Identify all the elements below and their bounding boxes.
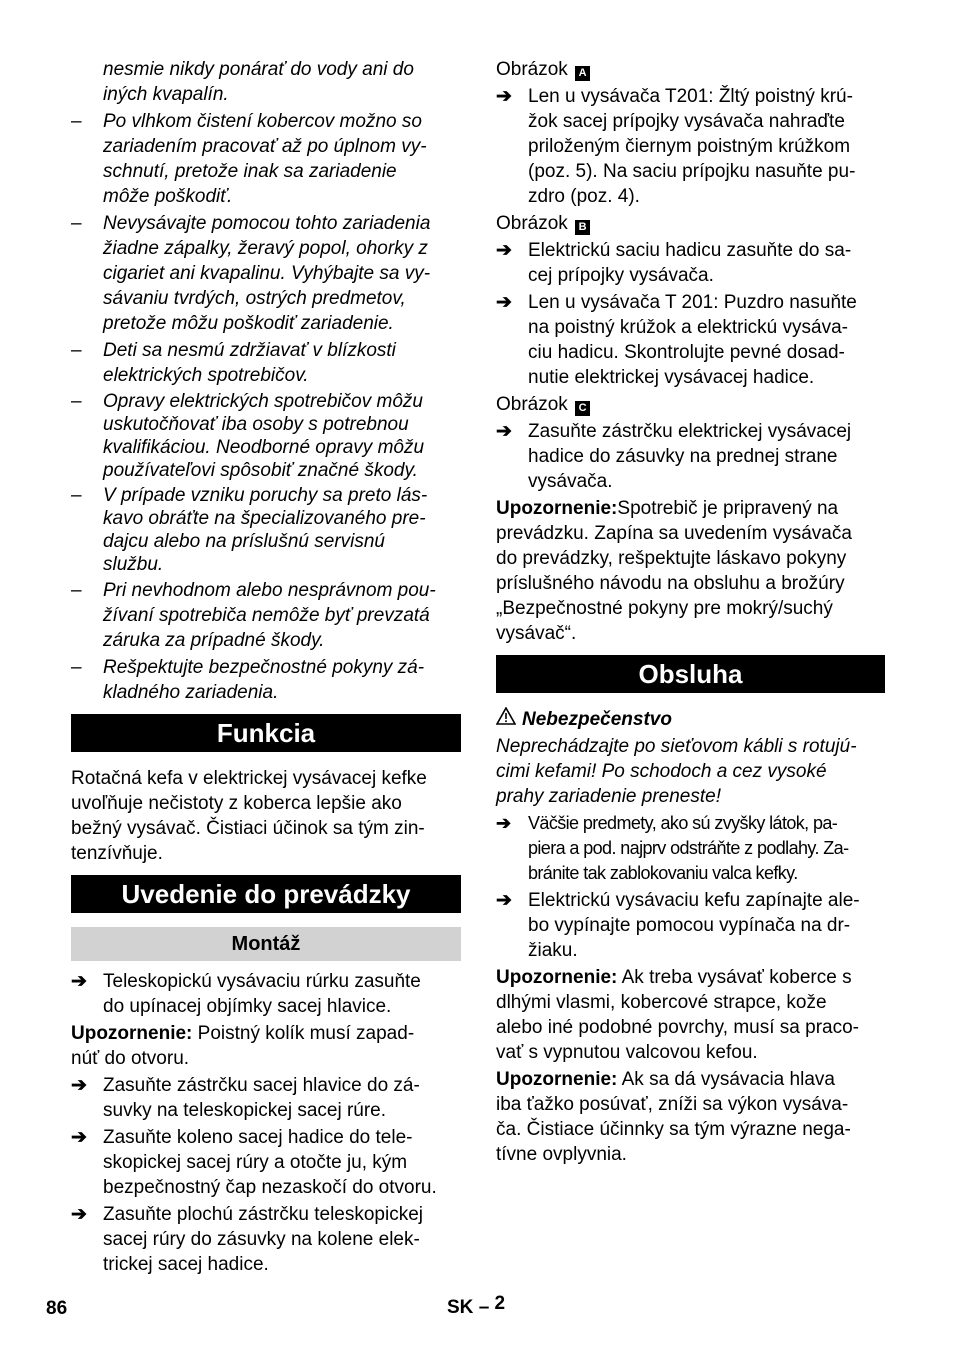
arrow-icon: ➔ <box>71 1075 87 1096</box>
arrow-icon: ➔ <box>71 971 87 992</box>
warning-triangle-icon <box>496 707 516 732</box>
text-line: nesmie nikdy ponárať do vody ani do <box>103 59 414 80</box>
dash-bullet: – <box>71 580 82 601</box>
arrow-icon: ➔ <box>71 1204 87 1225</box>
danger-text: Neprechádzajte po sieťovom kábli s rotujú- cimi kefami! Po schodoch a cez vysoké prahy zariadenie preneste! <box>496 736 857 807</box>
arrow-icon: ➔ <box>496 292 512 313</box>
figure-b-step-2: ➔ Len u vysávača T 201: Puzdro nasuňte na poistný krúžok a elektrickú vysáva- ciu hadicu. Skontrolujte pevné dosad- nutie elektrickej vysávacej hadice. <box>496 292 857 388</box>
dash-bullet: – <box>71 485 82 506</box>
dash-bullet: – <box>71 657 82 678</box>
suction-note: Upozornenie: Ak sa dá vysávacia hlava iba ťažko posúvať, zníži sa výkon vysáva- ča. Čistiace účinnky sa tým výrazne nega- tívne ovplyvnia. <box>496 1069 851 1165</box>
section-heading-uvedenie: Uvedenie do prevádzky <box>71 875 461 913</box>
safety-item-no-matches: – Nevysávajte pomocou tohto zariadenia žiadne zápalky, žeravý popol, ohorky z cigariet ani kvapalinu. Vyhýbajte sa vy- sávaniu tvrdých, ostrých predmetov, pretože môžu poškodiť zariadenie. <box>71 213 431 334</box>
danger-heading: Nebezpečenstvo <box>496 707 885 732</box>
dash-bullet: – <box>71 391 82 412</box>
figure-c-label: Obrázok C <box>496 392 885 417</box>
text-line: iných kvapalín. <box>103 84 229 105</box>
montaz-step-1: ➔ Teleskopickú vysávaciu rúrku zasuňte do upínacej objímky sacej hlavice. <box>71 971 421 1017</box>
figure-b-label: Obrázok B <box>496 211 885 236</box>
operation-step-2: ➔ Elektrickú vysávaciu kefu zapínajte ale- bo vypínajte pomocou vypínača na dr- žiaku. <box>496 890 860 961</box>
arrow-icon: ➔ <box>496 813 511 833</box>
montaz-step-4: ➔ Zasuňte plochú zástrčku teleskopickej sacej rúry do zásuvky na kolene elek- trickej sacej hadice. <box>71 1204 423 1275</box>
safety-item-wet-cleaning: – Po vlhkom čistení kobercov možno so zariadením pracovať až po úplnom vy- schnutí, pretože inak sa zariadenie môže poškodiť. <box>71 111 427 207</box>
montaz-step-2: ➔ Zasuňte zástrčku sacej hlavice do zá- suvky na teleskopickej sacej rúre. <box>71 1075 420 1121</box>
subheading-montaz: Montáž <box>71 927 461 961</box>
intro-continuation <box>71 57 461 107</box>
safety-item-base-device: – Rešpektujte bezpečnostné pokyny zá- kladného zariadenia. <box>71 657 425 703</box>
safety-item-children: – Deti sa nesmú zdržiavať v blízkosti elektrických spotrebičov. <box>71 340 396 386</box>
section-heading-funkcia: Funkcia <box>71 714 461 752</box>
funkcia-paragraph: Rotačná kefa v elektrickej vysávacej kefke uvoľňuje nečistoty z koberca lepšie ako bežný vysávač. Čistiaci účinok sa tým zin- tenzívňuje. <box>71 768 427 864</box>
arrow-icon: ➔ <box>496 240 512 261</box>
figure-a-step: ➔ Len u vysávača T201: Žltý poistný krú- žok sacej prípojky vysávača nahraďte priloženým čiernym poistným krúžkom (poz. 5). Na saciu prípojku nasuňte pu- zdro (poz. 4). <box>496 86 856 207</box>
left-column <box>71 57 461 1279</box>
montaz-step-3: ➔ Zasuňte koleno sacej hadice do tele- skopickej sacej rúry a otočte ju, kým bezpečnostný čap nezaskočí do otvoru. <box>71 1127 437 1198</box>
right-column <box>496 57 885 1169</box>
arrow-icon: ➔ <box>496 86 512 107</box>
page-number: 86 <box>46 1298 68 1319</box>
footer-section-label: SK – 2 <box>447 1293 506 1318</box>
figure-c-step: ➔ Zasuňte zástrčku elektrickej vysávacej hadice do zásuvky na prednej strane vysávača. <box>496 421 852 492</box>
figure-a-label: Obrázok A <box>496 57 885 82</box>
dash-bullet: – <box>71 340 82 361</box>
arrow-icon: ➔ <box>496 421 512 442</box>
figure-c-badge: C <box>575 401 590 416</box>
dash-bullet: – <box>71 213 82 234</box>
safety-item-warranty: – Pri nevhodnom alebo nesprávnom pou- žívaní spotrebiča nemôže byť prevzatá záruka za prípadné škody. <box>71 580 436 651</box>
montaz-note: Upozornenie: Poistný kolík musí zapad- núť do otvoru. <box>71 1023 415 1069</box>
operation-step-1: ➔ Väčšie predmety, ako sú zvyšky látok, pa- piera a pod. najprv odstráňte z podlahy. Za- bránite tak zablokovaniu valca kefky. <box>496 813 849 883</box>
ready-note: Upozornenie:Spotrebič je pripravený na prevádzku. Zapína sa uvedením vysávača do prevádzky, rešpektujte láskavo pokyny príslušného návodu na obsluhu a brožúry „Bezpečnostné pokyny pre mokrý/suchý vysávač“. <box>496 498 852 644</box>
dash-bullet: – <box>71 111 82 132</box>
carpet-note: Upozornenie: Ak treba vysávať koberce s dlhými vlasmi, kobercové strapce, kože alebo iné podobné povrchy, musí sa praco- vať s vypnutou valcovou kefou. <box>496 967 859 1063</box>
arrow-icon: ➔ <box>71 1127 87 1148</box>
figure-b-badge: B <box>575 220 590 235</box>
section-heading-obsluha: Obsluha <box>496 655 885 693</box>
figure-a-badge: A <box>575 66 590 81</box>
arrow-icon: ➔ <box>496 890 512 911</box>
safety-item-repairs: – Opravy elektrických spotrebičov môžu uskutočňovať iba osoby s potrebnou kvalifikáciou. Neodborné opravy môžu používateľovi spôsobiť značné škody. <box>71 391 425 481</box>
safety-item-fault: – V prípade vzniku poruchy sa preto lás- kavo obráťte na špecializovaného pre- dajcu alebo na príslušnú servisnú službu. <box>71 485 428 575</box>
figure-b-step-1: ➔ Elektrickú saciu hadicu zasuňte do sa- cej prípojky vysávača. <box>496 240 852 286</box>
